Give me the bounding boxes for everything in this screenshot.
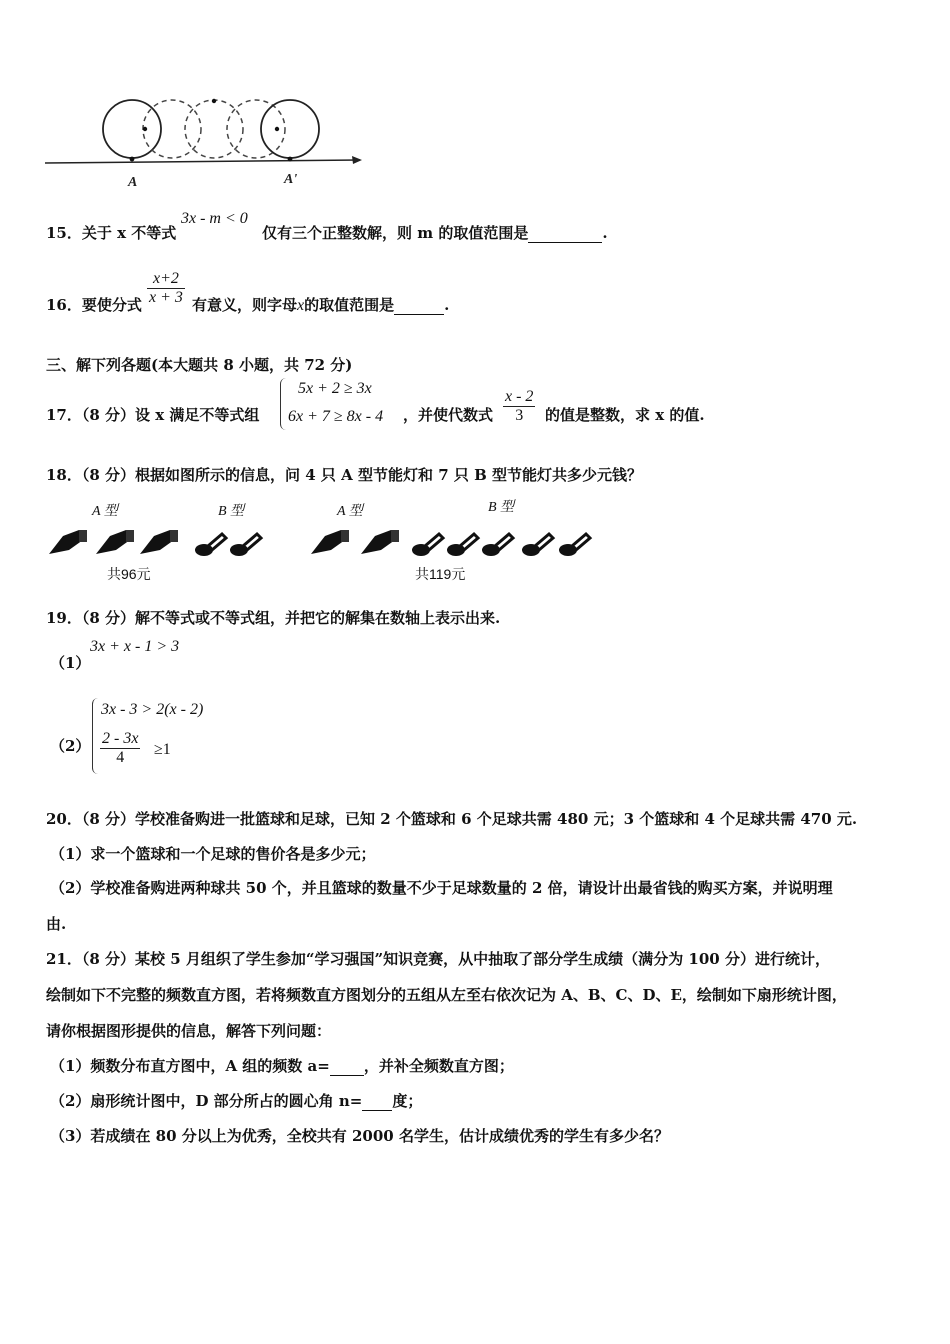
point-a-dot xyxy=(130,157,135,162)
q19-part1-expr: 3x + x - 1 > 3 xyxy=(90,638,180,655)
question-16 xyxy=(46,294,142,315)
question-21 xyxy=(46,948,830,969)
lamp-b-icon xyxy=(447,534,478,556)
q17-points: （8 分） xyxy=(81,406,136,424)
q18-number: 18． xyxy=(46,466,82,484)
q19-points: （8 分） xyxy=(81,609,136,627)
q21-part2-pre: （2）扇形统计图中，D 部分所占的圆心角 n= xyxy=(50,1092,363,1110)
q17-line2: 6x + 7 ≥ 8x - 4 xyxy=(288,408,384,425)
q16-suffix: 的取值范围是 xyxy=(304,296,395,314)
q15-inequality: 3x - m < 0 xyxy=(181,210,248,227)
q19-part2-rel: ≥1 xyxy=(154,741,171,758)
q18-points: （8 分） xyxy=(81,466,136,484)
q17-fraction xyxy=(503,388,535,425)
question-19 xyxy=(46,607,500,628)
lamp-a-icon xyxy=(49,530,87,554)
section-3-title: 三、解下列各题(本大题共 8 小题，共 72 分) xyxy=(46,356,353,374)
q21-line3: 请你根据图形提供的信息，解答下列问题： xyxy=(46,1022,332,1040)
label-a-prime: A' xyxy=(284,172,298,187)
q21-part2-blank[interactable] xyxy=(362,1092,392,1111)
rolling-circle-figure xyxy=(40,95,375,195)
center-dot-1 xyxy=(143,127,147,131)
lamp-b-icon xyxy=(482,534,513,556)
q15-number: 15． xyxy=(46,224,82,242)
question-17 xyxy=(46,404,259,425)
group1-caption: 共96元 xyxy=(107,566,151,582)
group1-lamps-image xyxy=(44,522,274,562)
circle-end xyxy=(261,100,319,158)
group1-a-label: A 型 xyxy=(92,504,118,519)
q21-part1-post: ，并补全频数直方图； xyxy=(363,1057,514,1075)
q16-prefix: 要使分式 xyxy=(81,296,142,314)
q20-part2-line2: 由. xyxy=(46,915,67,933)
question-20 xyxy=(46,808,857,829)
figure-baseline xyxy=(45,160,360,163)
q19-number: 19． xyxy=(46,609,82,627)
q15-suffix-row xyxy=(262,222,608,243)
top-dot xyxy=(212,99,216,103)
q21-part2-post: 度； xyxy=(392,1092,423,1110)
lamp-b-icon xyxy=(559,534,590,556)
q17-numerator: x - 2 xyxy=(505,388,534,405)
q16-number: 16． xyxy=(46,296,82,314)
question-18 xyxy=(46,464,642,485)
q19-part2-fraction xyxy=(100,730,140,767)
group2-b-label: B 型 xyxy=(488,500,515,515)
lamp-a-icon xyxy=(361,530,399,554)
q19-part1-label: （1） xyxy=(50,654,91,672)
question-15 xyxy=(46,222,176,243)
q19-part2-brace xyxy=(92,698,99,774)
q15-answer-blank[interactable] xyxy=(528,224,602,243)
lamp-a-icon xyxy=(311,530,349,554)
lamp-a-icon xyxy=(96,530,134,554)
lamp-b-icon xyxy=(522,534,553,556)
q17-brace xyxy=(280,378,287,430)
q21-part1 xyxy=(50,1055,514,1076)
q17-middle: ，并使代数式 xyxy=(403,406,494,424)
q21-part1-blank[interactable] xyxy=(330,1057,364,1076)
point-a-prime-dot xyxy=(288,157,293,162)
q19-part2-numerator: 2 - 3x xyxy=(102,730,139,747)
q19-part2-label: （2） xyxy=(50,737,91,755)
q19-text: 解不等式或不等式组，并把它的解集在数轴上表示出来. xyxy=(135,609,501,627)
group2-caption: 共119元 xyxy=(415,566,466,582)
q17-prefix: 设 x 满足不等式组 xyxy=(135,406,260,424)
lamp-b-icon xyxy=(412,534,443,556)
q17-denominator: 3 xyxy=(515,407,524,424)
group1-b-label: B 型 xyxy=(218,504,245,519)
q15-prefix: 关于 x 不等式 xyxy=(81,224,177,242)
q16-end: . xyxy=(444,296,450,314)
label-a: A xyxy=(128,175,138,190)
q16-middle: 有意义，则字母 xyxy=(192,296,298,314)
q18-text: 根据如图所示的信息，问 4 只 A 型节能灯和 7 只 B 型节能灯共多少元钱？ xyxy=(135,466,643,484)
figure-arrow-icon xyxy=(352,156,362,164)
q21-part3: （3）若成绩在 80 分以上为优秀，全校共有 2000 名学生，估计成绩优秀的学生有多少名？ xyxy=(50,1127,669,1145)
q21-line1: 某校 5 月组织了学生参加“学习强国”知识竞赛，从中抽取了部分学生成绩（满分为 100 分）进行统计， xyxy=(135,950,830,968)
q17-number: 17． xyxy=(46,406,82,424)
q17-suffix: 的值是整数，求 x 的值. xyxy=(545,406,705,424)
q20-part1: （1）求一个篮球和一个足球的售价各是多少元； xyxy=(50,845,376,863)
q16-fraction xyxy=(147,270,185,307)
q19-part2-denominator: 4 xyxy=(116,749,125,766)
q15-suffix: 仅有三个正整数解，则 m 的取值范围是 xyxy=(262,224,529,242)
lamp-b-icon xyxy=(195,534,226,556)
lamp-a-icon xyxy=(140,530,178,554)
q17-line1: 5x + 2 ≥ 3x xyxy=(298,380,372,397)
lamp-b-icon xyxy=(230,534,261,556)
q16-rest xyxy=(192,294,449,315)
q19-part2-line1: 3x - 3 > 2(x - 2) xyxy=(101,701,204,718)
q21-points: （8 分） xyxy=(81,950,136,968)
q21-part1-pre: （1）频数分布直方图中，A 组的频数 a= xyxy=(50,1057,330,1075)
q20-part2-line1: （2）学校准备购进两种球共 50 个，并且篮球的数量不少于足球数量的 2 倍，请设计出最省钱的购买方案，并说明理 xyxy=(50,879,833,897)
q20-points: （8 分） xyxy=(81,810,136,828)
q21-number: 21． xyxy=(46,950,82,968)
q21-part2 xyxy=(50,1090,422,1111)
group2-a-label: A 型 xyxy=(337,504,363,519)
q21-line2: 绘制如下不完整的频数直方图，若将频数直方图划分的五组从左至右依次记为 A、B、C、D、E，绘制如下扇形统计图， xyxy=(46,986,847,1004)
q16-answer-blank[interactable] xyxy=(394,296,444,315)
center-dot-2 xyxy=(275,127,279,131)
group2-lamps-image xyxy=(306,522,601,562)
q20-text: 学校准备购进一批篮球和足球，已知 2 个篮球和 6 个足球共需 480 元；3 个篮球和 4 个足球共需 470 元. xyxy=(135,810,858,828)
q20-number: 20． xyxy=(46,810,82,828)
q15-end: . xyxy=(602,224,608,242)
q16-numerator: x+2 xyxy=(147,270,185,289)
q16-var: x xyxy=(297,297,305,314)
q16-denominator: x + 3 xyxy=(149,289,183,306)
